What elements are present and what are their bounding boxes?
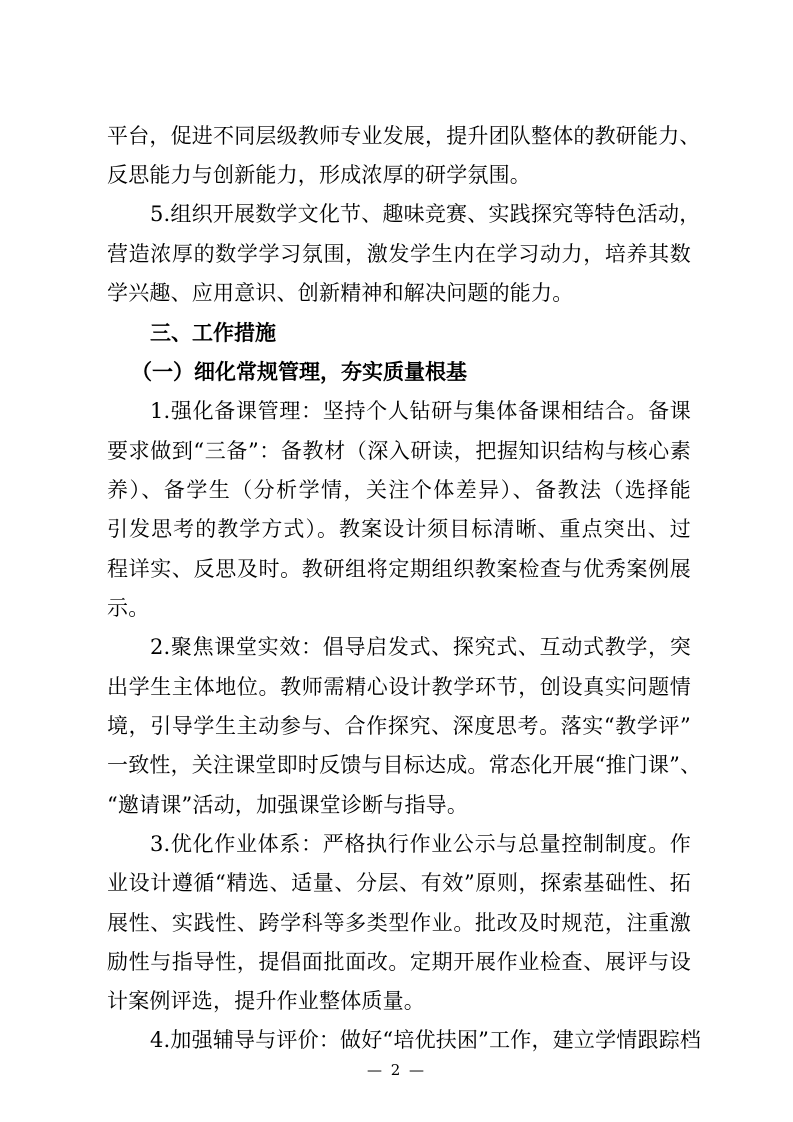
section-heading: 三、工作措施 bbox=[150, 321, 276, 345]
paragraph-line: 营造浓厚的数学学习氛围，激发学生内在学习动力，培养其数 bbox=[107, 242, 691, 266]
paragraph-line: 要求做到“三备”：备教材（深入研读，把握知识结构与核心素 bbox=[107, 439, 691, 463]
paragraph-line: 一致性，关注课堂即时反馈与目标达成。常态化开展“推门课”、 bbox=[107, 753, 702, 777]
paragraph-line: 学兴趣、应用意识、创新精神和解决问题的能力。 bbox=[107, 281, 574, 305]
paragraph-line: 励性与指导性，提倡面批面改。定期开展作业检查、展评与设 bbox=[107, 950, 691, 974]
paragraph-line: 反思能力与创新能力，形成浓厚的研学氛围。 bbox=[107, 163, 531, 187]
paragraph-line: 养）、备学生（分析学情，关注个体差异）、备教法（选择能 bbox=[107, 478, 691, 502]
paragraph-line: 1.强化备课管理：坚持个人钻研与集体备课相结合。备课 bbox=[150, 399, 691, 423]
paragraph-line: 平台，促进不同层级教师专业发展，提升团队整体的教研能力、 bbox=[107, 124, 701, 148]
paragraph-line: 引发思考的教学方式）。教案设计须目标清晰、重点突出、过 bbox=[107, 517, 691, 541]
paragraph-line: 业设计遵循“精选、适量、分层、有效”原则，探索基础性、拓 bbox=[107, 871, 691, 895]
page-number: — 2 — bbox=[366, 1061, 427, 1079]
paragraph-line: 示。 bbox=[107, 596, 150, 620]
paragraph-line: 3.优化作业体系：严格执行作业公示与总量控制制度。作 bbox=[150, 832, 691, 856]
subsection-heading: （一）细化常规管理，夯实质量根基 bbox=[131, 360, 467, 384]
paragraph-line: 程详实、反思及时。教研组将定期组织教案检查与优秀案例展 bbox=[107, 557, 691, 581]
paragraph-line: 计案例评选，提升作业整体质量。 bbox=[107, 989, 425, 1013]
paragraph-line: “邀请课”活动，加强课堂诊断与指导。 bbox=[107, 793, 469, 817]
paragraph-line: 4.加强辅导与评价：做好“培优扶困”工作，建立学情跟踪档 bbox=[150, 1028, 702, 1052]
paragraph-line: 出学生主体地位。教师需精心设计教学环节，创设真实问题情 bbox=[107, 675, 691, 699]
paragraph-line: 境，引导学生主动参与、合作探究、深度思考。落实“教学评” bbox=[107, 714, 691, 738]
paragraph-line: 展性、实践性、跨学科等多类型作业。批改及时规范，注重激 bbox=[107, 911, 691, 935]
paragraph-line: 2.聚焦课堂实效：倡导启发式、探究式、互动式教学，突 bbox=[150, 635, 691, 659]
paragraph-line: 5.组织开展数学文化节、趣味竞赛、实践探究等特色活动， bbox=[150, 202, 701, 226]
